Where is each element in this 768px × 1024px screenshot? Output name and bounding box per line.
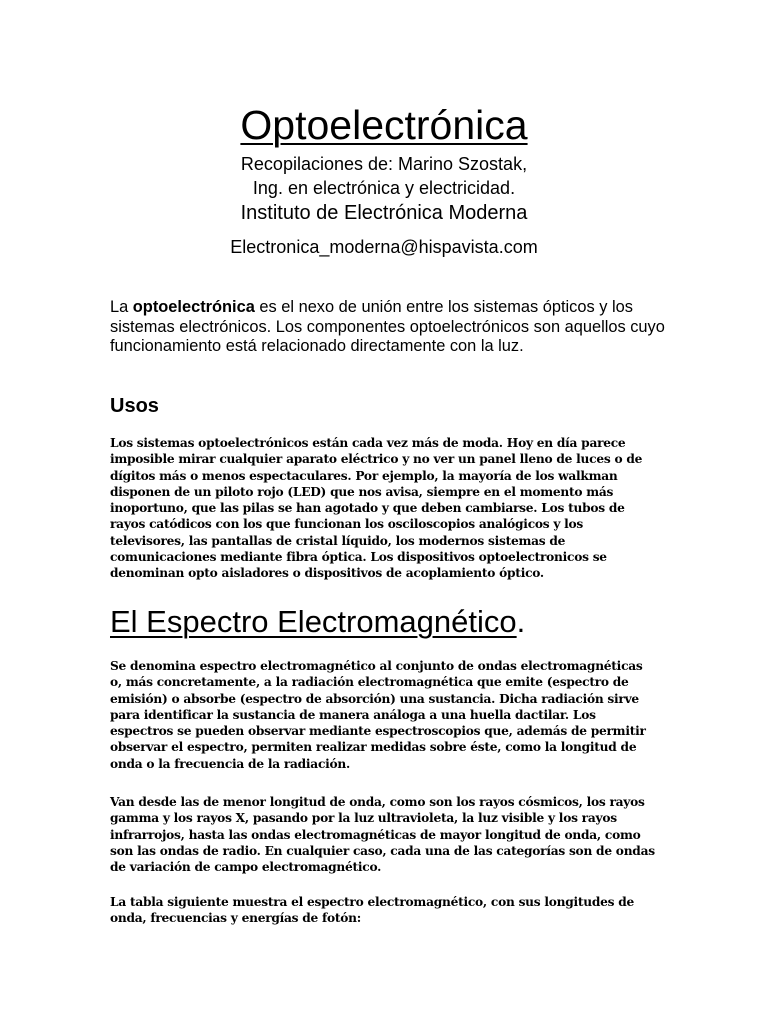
author-credentials: Ing. en electrónica y electricidad. — [252, 178, 516, 198]
espectro-heading-text: El Espectro Electromagnético — [110, 604, 517, 639]
espectro-heading — [110, 603, 525, 641]
usos-paragraph: Los sistemas optoelectrónicos están cada vez más de moda. Hoy en día parece imposible mirar cualquier aparato eléctrico y no ver un panel lleno de luces o de dígitos más o menos espectaculares. Por ejemplo, la mayoría de los walkman disponen de un piloto rojo (LED) que nos avisa, siempre en el momento más inoportuno, que las pilas se han agotado y que deben cambiarse. Los tubos de rayos catódicos con los que funcionan los osciloscopios analógicos y los televisores, las pantallas de cristal líquido, los modernos sistemas de comunicaciones mediante fibra óptica. Los dispositivos optoelectronicos se denominan opto aisladores o dispositivos de acoplamiento óptico. — [110, 436, 643, 581]
intro-lead: La — [110, 298, 133, 316]
contact-email: Electronica_moderna@hispavista.com — [230, 237, 538, 257]
espectro-paragraph-3: La tabla siguiente muestra el espectro electromagnético, con sus longitudes de onda, frecuencias y energías de fotón: — [110, 895, 635, 926]
espectro-paragraph-1: Se denomina espectro electromagnético al conjunto de ondas electromagnéticas o, más concretamente, a la radiación electromagnética que emite (espectro de emisión) o absorbe (espectro de absorción) una sustancia. Dicha radiación sirve para identificar la sustancia de manera análoga a una huella dactilar. Los espectros se pueden observar mediante espectroscopios que, además de permitir observar el espectro, permiten realizar medidas sobre éste, como la longitud de onda o la frecuencia de la radiación. — [110, 659, 646, 771]
espectro-paragraph-2: Van desde las de menor longitud de onda, como son los rayos cósmicos, los rayos gamma y los rayos X, pasando por la luz ultravioleta, la luz visible y los rayos infrarrojos, hasta las ondas electromagnéticas de mayor longitud de onda, como son las ondas de radio. En cualquier caso, cada una de las categorías son de ondas de variación de campo electromagnético. — [110, 795, 655, 875]
espectro-heading-period: . — [516, 604, 526, 639]
intro-rest: es el nexo de unión entre los sistemas ópticos y los sistemas electrónicos. Los componentes optoelectrónicos son aquellos cuyo funcionamiento está relacionado directamente con la luz. — [110, 298, 665, 355]
document-title: Optoelectrónica — [240, 102, 528, 148]
usos-heading: Usos — [110, 395, 159, 417]
author-line: Recopilaciones de: Marino Szostak, — [240, 154, 528, 174]
institution-name: Instituto de Electrónica Moderna — [240, 202, 528, 224]
intro-paragraph — [110, 298, 666, 357]
intro-term: optoelectrónica — [132, 298, 255, 316]
